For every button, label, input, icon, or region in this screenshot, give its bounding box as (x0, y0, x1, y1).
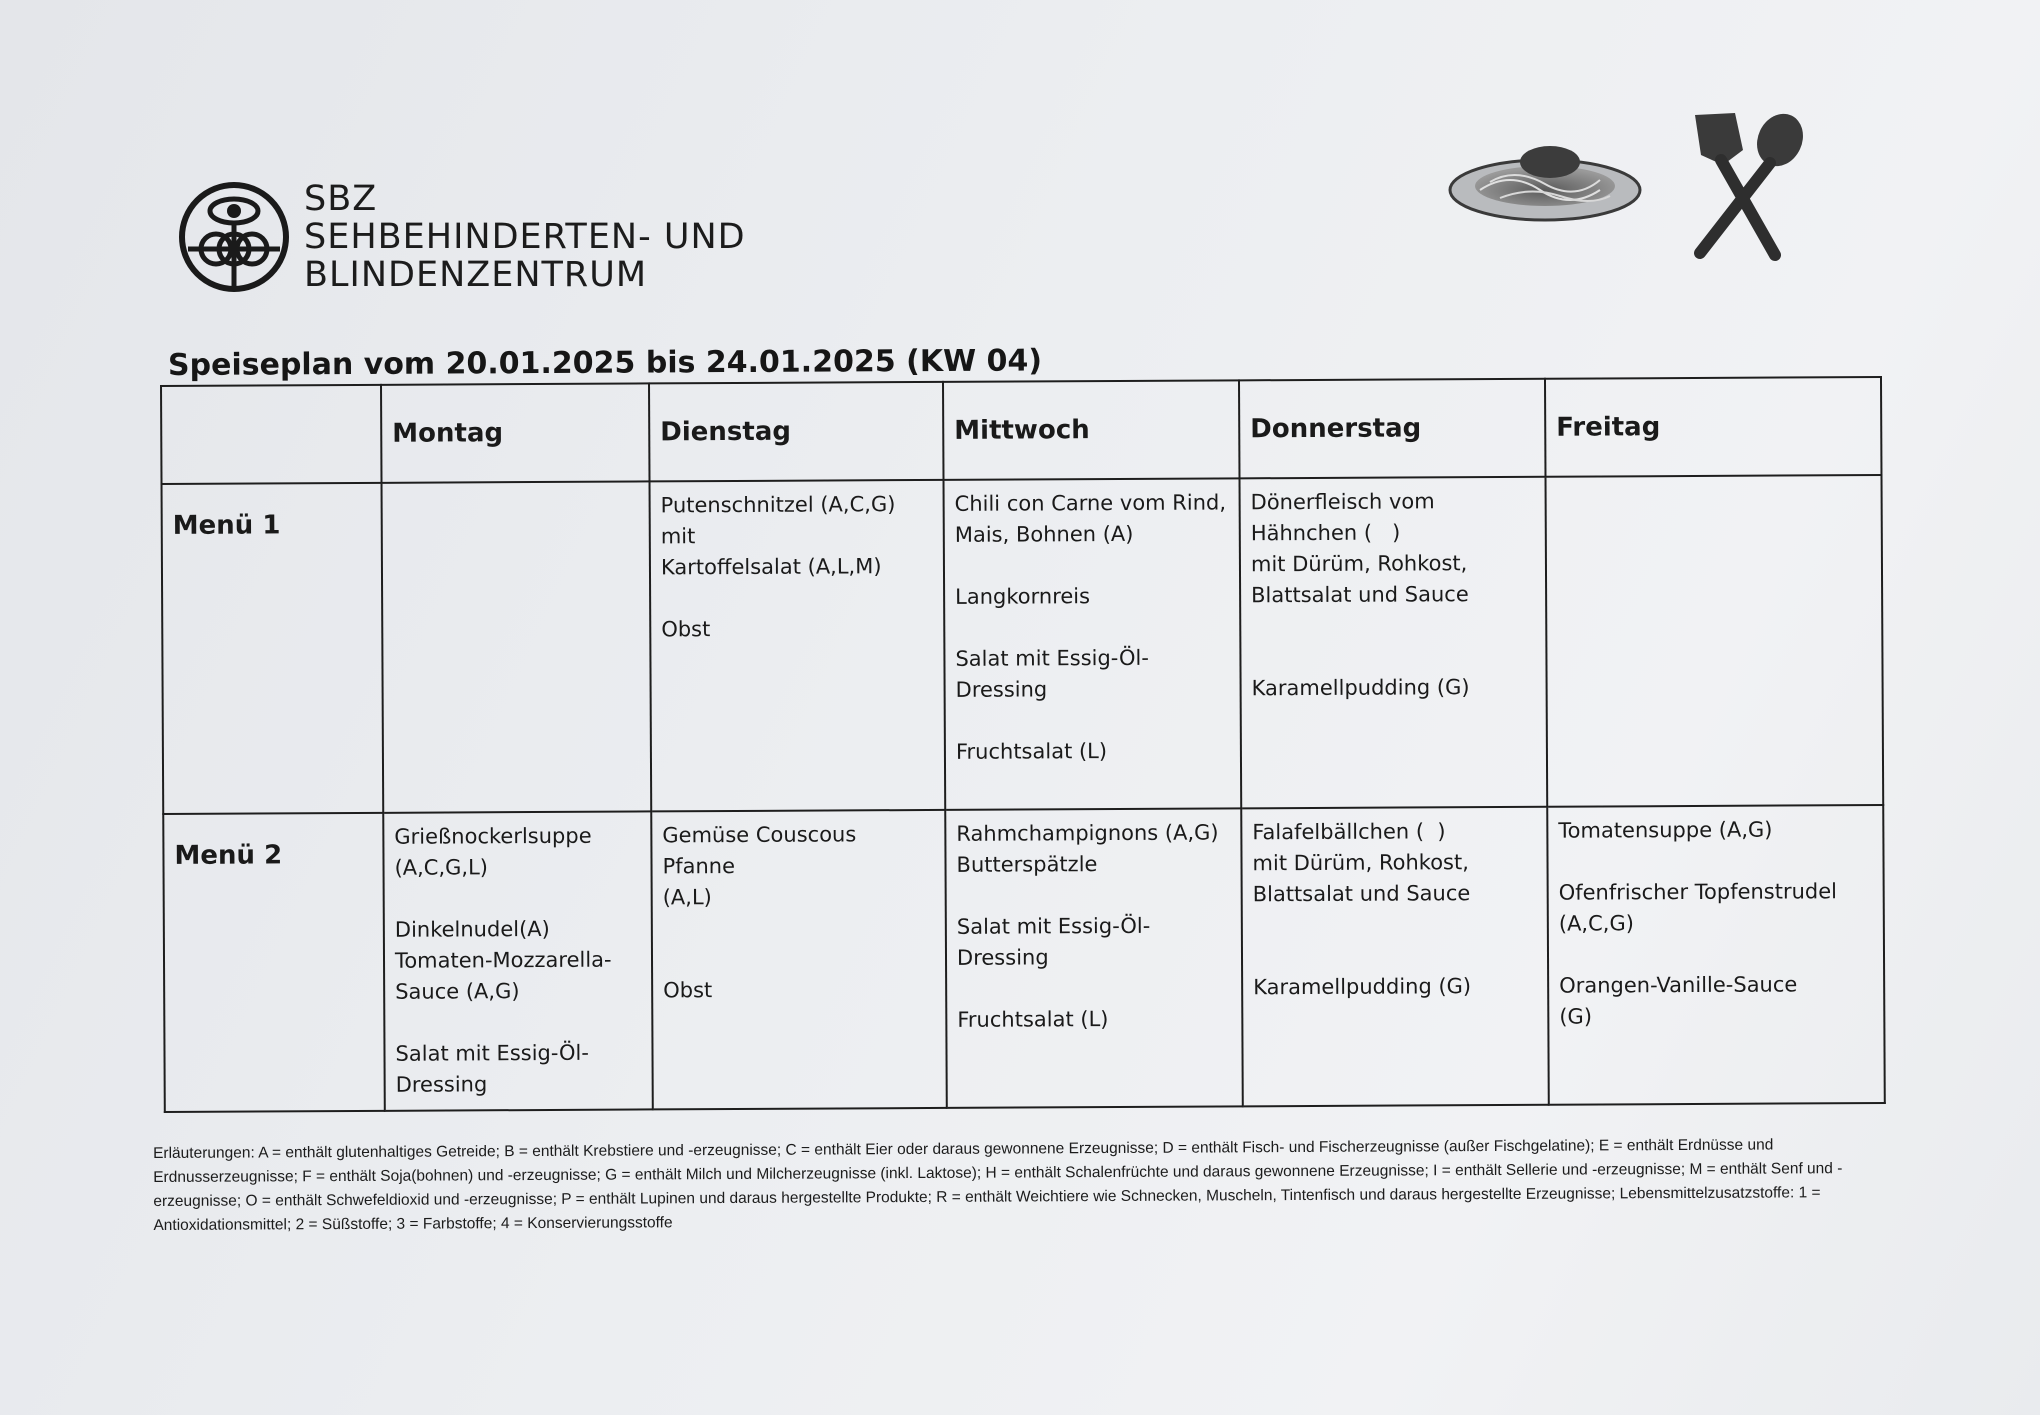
dish-line: Gemüse Couscous Pfanne (662, 822, 864, 879)
menu-cell-mittwoch (945, 808, 1243, 1108)
menu-row-2 (163, 805, 1885, 1112)
dish-line: Tomaten-Mozzarella- (394, 947, 612, 973)
header-day-donnerstag: Donnerstag (1239, 379, 1546, 479)
dish-line (957, 879, 1231, 911)
dish-line: mit Dürüm, Rohkost, (1250, 551, 1468, 577)
dish-line: Ofenfrischer Topfenstrudel (1558, 879, 1838, 905)
dish-line (1251, 641, 1535, 673)
dish-line: Butterspätzle (956, 852, 1098, 877)
logo-line-3: BLINDENZENTRUM (304, 255, 648, 295)
menu-cell-dienstag (650, 480, 946, 812)
dish-line (1251, 610, 1535, 642)
dish-line: Langkornreis (955, 584, 1091, 609)
menu-row-label: Menü 1 (162, 483, 384, 814)
menu-cell-mittwoch (944, 478, 1242, 810)
menu-cell-montag (382, 481, 652, 812)
spaghetti-plate-icon (1440, 120, 1650, 230)
dish-line: Putenschnitzel (A,C,G) (660, 492, 896, 518)
dish-line (1253, 940, 1537, 972)
menu-row-label: Menü 2 (163, 813, 385, 1112)
page-title: Speiseplan vom 20.01.2025 bis 24.01.2025 (KW 04) (167, 343, 1043, 383)
menu-cell-donnerstag (1241, 807, 1549, 1107)
dish-line: Sauce (A,G) (395, 979, 520, 1004)
dish-line (1253, 909, 1537, 941)
header-day-freitag: Freitag (1545, 377, 1882, 477)
header-corner-cell (161, 385, 382, 484)
dish-line: Karamellpudding (G) (1253, 974, 1472, 1000)
spatula-spoon-icon (1665, 105, 1815, 265)
dish-line: Falafelbällchen ( ) (1252, 819, 1446, 845)
dish-line (955, 611, 1229, 643)
dish-line: Tomatensuppe (A,G) (1558, 817, 1773, 843)
menu-row-1 (162, 475, 1884, 814)
dish-line (395, 882, 641, 914)
dish-line: Blattsalat und Sauce (1252, 881, 1471, 907)
dish-line: Fruchtsalat (L) (955, 739, 1108, 764)
dish-line (395, 1006, 641, 1038)
dish-line: Dressing (955, 677, 1048, 702)
dish-line (1558, 845, 1872, 878)
dish-line (663, 912, 935, 944)
header-row (161, 377, 1881, 484)
dish-line: Fruchtsalat (L) (957, 1007, 1109, 1032)
menu-cell-montag (383, 811, 653, 1110)
dish-line: (G) (1559, 1004, 1593, 1029)
sbz-logo (178, 180, 746, 294)
dish-line: Dressing (956, 945, 1049, 970)
dish-line: Blattsalat und Sauce (1251, 582, 1469, 608)
dish-line: (A,C,G) (1558, 911, 1634, 936)
dish-line (955, 549, 1229, 581)
logo-line-2: SEHBEHINDERTEN- UND (304, 217, 746, 257)
dish-line: Salat mit Essig-Öl- (956, 913, 1151, 939)
menu-cell-dienstag (651, 810, 947, 1110)
logo-wordmark (304, 180, 746, 294)
dish-line: Obst (663, 978, 713, 1003)
dish-line: Mais, Bohnen (A) (954, 521, 1134, 547)
dish-line (956, 704, 1230, 736)
dish-line (663, 943, 935, 975)
dish-line: Salat mit Essig-Öl- (395, 1040, 590, 1066)
sbz-logo-icon (178, 181, 290, 293)
dish-line: Chili con Carne vom Rind, (954, 490, 1227, 516)
dish-line: Dressing (395, 1072, 488, 1097)
menu-cell-freitag (1545, 475, 1883, 807)
header-day-montag: Montag (381, 383, 650, 482)
header-day-mittwoch: Mittwoch (943, 380, 1240, 480)
dish-line: Orangen-Vanille-Sauce (1559, 972, 1798, 998)
dish-line (1559, 938, 1873, 971)
header-day-dienstag: Dienstag (649, 382, 944, 482)
allergen-legend: Erläuterungen: A = enthält glutenhaltiges Getreide; B = enthält Krebstiere und -erzeugnisse; C = enthält Eier oder daraus gewonnene Erzeugnisse; D = enthält Fisch- und Fischerzeugnisse (außer Fischgelatine); E = enthält Erdnüsse und Erdnusserzeugnisse; F = enthält Soja(bohnen) und -erzeugnisse; G = enthält Milch und Milcherzeugnisse (inkl. Laktose); H = enthält Schalenfrüchte und daraus gewonnene Erzeugnisse; I = enthält Sellerie und -erzeugnisse; M = enthält Senf und -erzeugnisse; O = enthält Schwefeldioxid und -erzeugnisse; P = enthält Lupinen und daraus hergestellte Produkte; R = enthält Weichtiere wie Schnecken, Muscheln, Tintenfisch und daraus hergestellte Erzeugnisse; Lebensmittelzusatzstoffe: 1 = Antioxidationsmittel; 2 = Süßstoffe; 3 = Farbstoffe; 4 = Konservierungsstoffe (153, 1136, 1843, 1234)
dish-line: (A,C,G,L) (394, 855, 489, 880)
dish-line: Salat mit Essig-Öl- (955, 645, 1149, 671)
dish-line: Grießnockerlsuppe (394, 823, 592, 849)
dish-line: Rahmchampignons (A,G) (956, 820, 1219, 846)
dish-line: Obst (661, 617, 711, 642)
menu-cell-donnerstag (1240, 477, 1548, 809)
menu-table (160, 376, 1886, 1113)
logo-line-1: SBZ (304, 179, 378, 219)
menu-cell-freitag (1547, 805, 1885, 1105)
dish-line: mit Dürüm, Rohkost, (1252, 850, 1469, 876)
dish-line: Dönerfleisch vom (1250, 489, 1435, 515)
dish-line: Kartoffelsalat (A,L,M) (660, 554, 882, 580)
dish-line: Karamellpudding (G) (1251, 675, 1470, 701)
dish-line: Dinkelnudel(A) (394, 916, 550, 942)
dish-line (661, 582, 933, 614)
dish-line (957, 972, 1231, 1004)
dish-line: Hähnchen ( ) (1250, 520, 1401, 546)
dish-line: mit (660, 524, 696, 549)
dish-line: (A,L) (662, 885, 712, 910)
